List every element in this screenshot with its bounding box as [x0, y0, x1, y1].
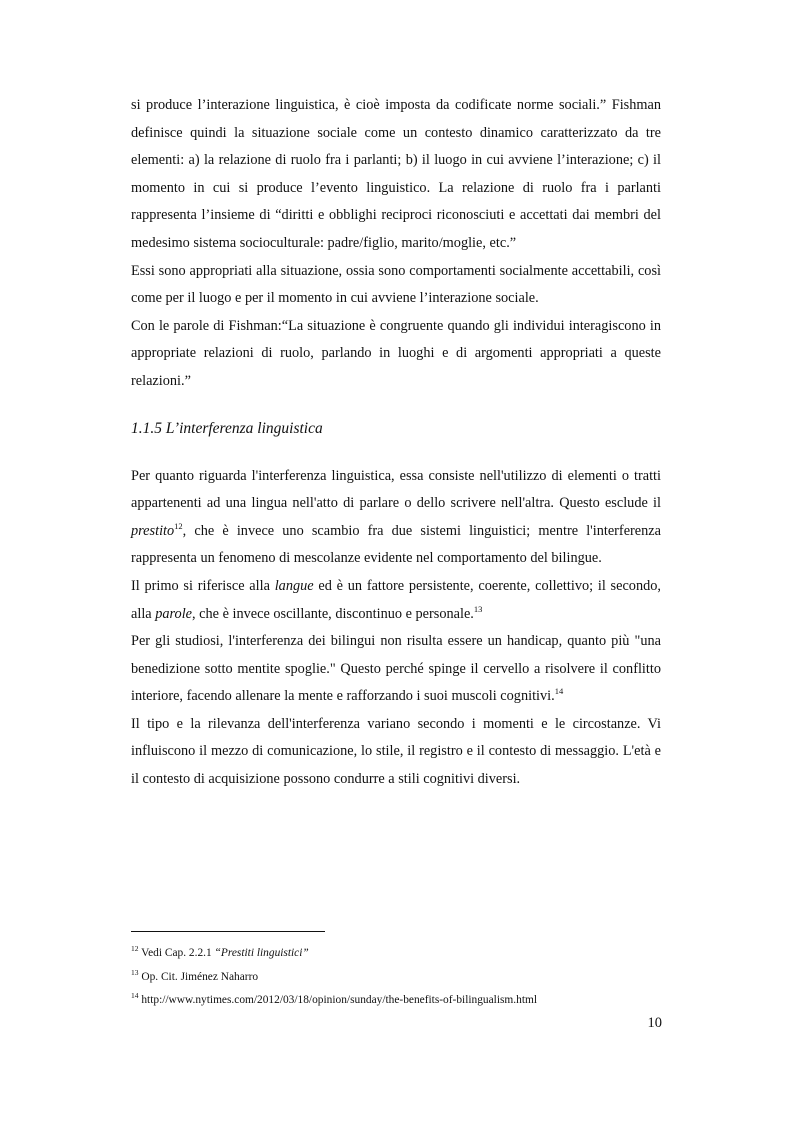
paragraph-3: Con le parole di Fishman:“La situazione è congruente quando gli individui interagiscono in appropriate relazioni di ruolo, parlando in luoghi e di argomenti appropriati a queste relazioni.”	[131, 317, 661, 389]
footnote-ref-13: 13	[473, 603, 483, 614]
footnote-14[interactable]: $^{14}$ http://www.nytimes.com/2012/03/18/opinion/sunday/the-benefits-of-bilingualism.html	[131, 991, 538, 1006]
footnote-ref-12: 12	[174, 520, 183, 531]
section-heading: 1.1.5 L’interferenza linguistica	[131, 419, 323, 437]
footnote-separator	[131, 931, 325, 932]
term-parole: parole	[155, 605, 193, 622]
footnote-link[interactable]: http://www.nytimes.com/2012/03/18/opinion/sunday/the-benefits-of-bilingualism.html	[138, 994, 538, 1006]
term-langue: langue	[274, 577, 314, 594]
term-prestito: prestito	[131, 522, 175, 539]
paragraph-4: Per quanto riguarda l'interferenza linguistica, essa consiste nell'utilizzo di elementi o tratti appartenenti ad una lingua nell'atto di parlare o dello scrivere nell'altra. Questo esclude il prestito$^{12}$, che è invece uno scambio fra due sistemi linguistici; mentre l'interferenza rappresenta un fenomeno di mescolanze evidente nel comportamento del bilingue.	[131, 467, 661, 567]
main-text	[131, 92, 661, 794]
footnotes	[131, 942, 671, 1013]
paragraph-7: Il tipo e la rilevanza dell'interferenza variano secondo i momenti e le circostanze. Vi influiscono il mezzo di comunicazione, lo stile, il registro e il contesto di messaggio. L'età e il contesto di acquisizione possono condurre a stili cognitivi diversi.	[131, 715, 661, 788]
paragraph-6: Per gli studiosi, l'interferenza dei bilingui non risulta essere un handicap, quanto più "una benedizione sotto mentite spoglie." Questo perché spinge il cervello a risolvere il conflitto interiore, facendo allenare la mente e rafforzando i suoi muscoli cognitivi.$^{14}$	[131, 633, 661, 705]
footnote-13: $^{13}$ Op. Cit. Jiménez Naharro	[131, 967, 259, 983]
footnote-ref-14: 14	[554, 686, 564, 697]
paragraph-1: si produce l’interazione linguistica, è cioè imposta da codificate norme sociali.” Fishman definisce quindi la situazione sociale come un contesto dinamico caratterizzato da tre elementi: a) la relazione di ruolo fra i parlanti; b) il luogo in cui avviene l’interazione; c) il momento in cui si produce l’evento linguistico. La relazione di ruolo fra i parlanti rappresenta l’insieme di “diritti e obblighi reciproci riconosciuti e accettati dai membri del medesimo sistema socioculturale: padre/figlio, marito/moglie, etc.”	[131, 97, 661, 251]
paragraph-5: Il primo si riferisce alla langue ed è un fattore persistente, coerente, collettivo; il secondo, alla parole, che è invece oscillante, discontinuo e personale.$^{13}$	[131, 577, 661, 622]
paragraph-2: Essi sono appropriati alla situazione, ossia sono comportamenti socialmente accettabili, così come per il luogo e per il momento in cui avviene l’interazione sociale.	[131, 262, 661, 307]
footnote-12: $^{12}$ Vedi Cap. 2.2.1 “Prestiti linguistici”	[131, 944, 309, 959]
page-number: 10	[647, 1015, 662, 1031]
